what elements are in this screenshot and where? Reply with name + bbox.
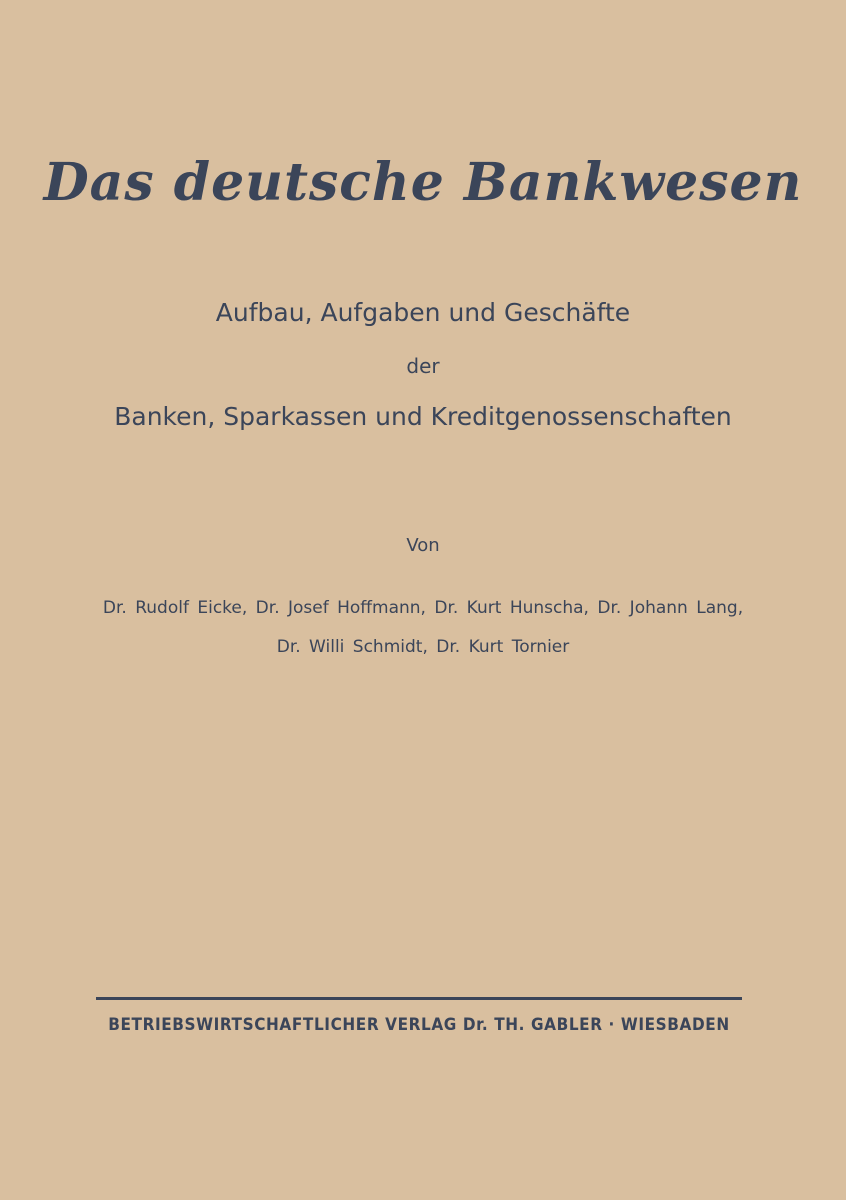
book-title: Das deutsche Bankwesen bbox=[43, 152, 803, 213]
publisher-divider bbox=[96, 997, 742, 1000]
by-label: Von bbox=[406, 535, 440, 556]
publisher-imprint: BETRIEBSWIRTSCHAFTLICHER VERLAG Dr. TH. GABLER · WIESBADEN bbox=[108, 1015, 730, 1035]
subtitle-line-1: Aufbau, Aufgaben und Geschäfte bbox=[215, 298, 631, 327]
authors-line-1: Dr. Rudolf Eicke, Dr. Josef Hoffmann, Dr. Kurt Hunscha, Dr. Johann Lang, bbox=[102, 598, 744, 618]
subtitle-line-2: der bbox=[406, 354, 440, 378]
authors-line-2: Dr. Willi Schmidt, Dr. Kurt Tornier bbox=[276, 637, 570, 657]
subtitle-line-3: Banken, Sparkassen und Kreditgenossenschaften bbox=[114, 402, 732, 431]
